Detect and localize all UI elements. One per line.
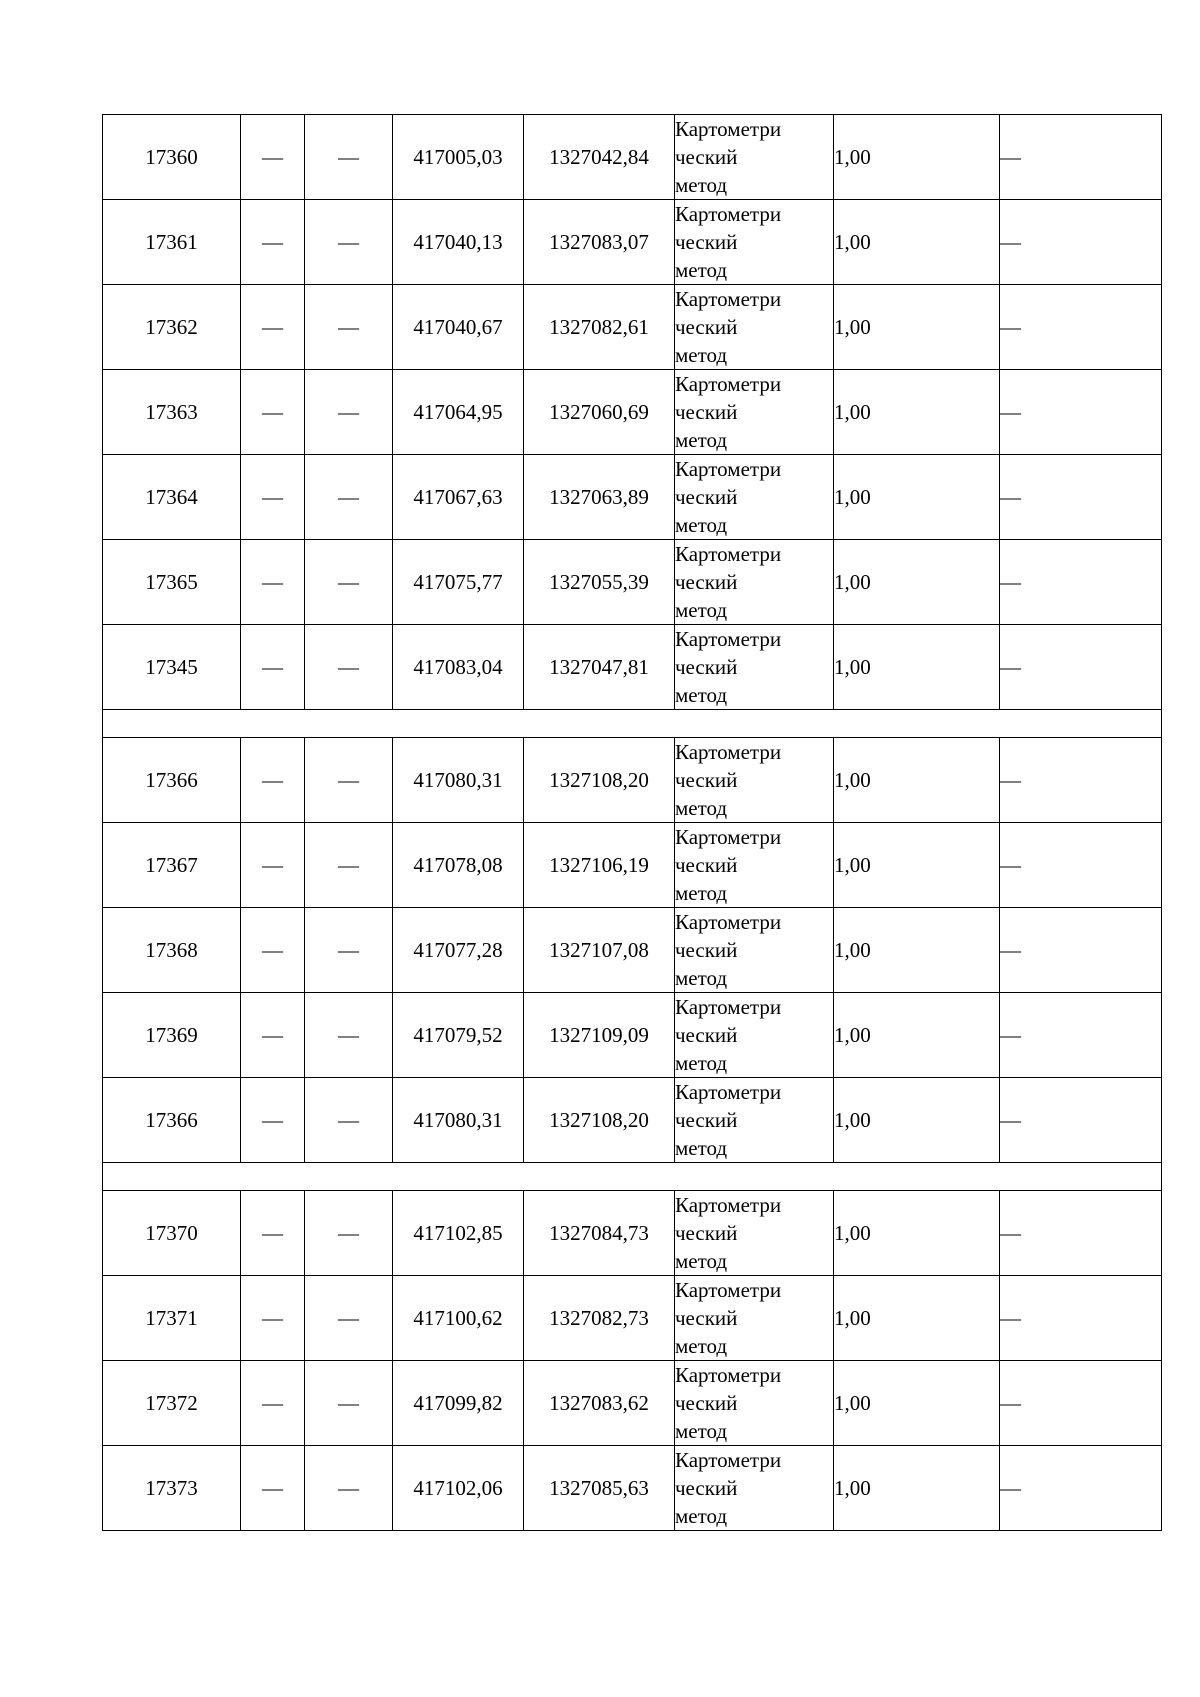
dash-cell: —: [305, 823, 393, 908]
dash-cell: —: [1000, 625, 1162, 710]
table-row: [103, 1078, 1162, 1163]
dash-cell: —: [241, 115, 305, 200]
y-coordinate-cell: 1327082,73: [524, 1276, 675, 1361]
point-number-cell: 17364: [103, 455, 241, 540]
dash-cell: —: [305, 1078, 393, 1163]
x-coordinate-cell: 417075,77: [393, 540, 524, 625]
dash-cell: —: [305, 993, 393, 1078]
dash-cell: —: [1000, 285, 1162, 370]
table-row: [103, 370, 1162, 455]
method-cell: [675, 370, 834, 455]
method-text-line: метод: [675, 1334, 728, 1358]
dash-cell: —: [305, 1361, 393, 1446]
coordinates-table-body: [103, 115, 1162, 1531]
table-row: [103, 738, 1162, 823]
dash-cell: —: [305, 370, 393, 455]
dash-cell: —: [1000, 1078, 1162, 1163]
y-coordinate-cell: 1327047,81: [524, 625, 675, 710]
dash-cell: —: [305, 115, 393, 200]
accuracy-cell: 1,00: [834, 823, 1000, 908]
x-coordinate-cell: 417080,31: [393, 1078, 524, 1163]
accuracy-cell: 1,00: [834, 200, 1000, 285]
method-text-line: Картометри: [675, 287, 782, 311]
method-text-line: ческий: [675, 655, 738, 679]
accuracy-cell: 1,00: [834, 908, 1000, 993]
dash-cell: —: [1000, 1191, 1162, 1276]
y-coordinate-cell: 1327055,39: [524, 540, 675, 625]
method-cell: [675, 738, 834, 823]
method-text-line: ческий: [675, 853, 738, 877]
method-text-line: ческий: [675, 485, 738, 509]
x-coordinate-cell: 417005,03: [393, 115, 524, 200]
accuracy-cell: 1,00: [834, 1361, 1000, 1446]
y-coordinate-cell: 1327063,89: [524, 455, 675, 540]
method-text-line: метод: [675, 881, 728, 905]
dash-cell: —: [241, 200, 305, 285]
method-text-line: ческий: [675, 1023, 738, 1047]
method-text-line: ческий: [675, 1391, 738, 1415]
dash-cell: —: [1000, 993, 1162, 1078]
method-cell: [675, 540, 834, 625]
method-text-line: Картометри: [675, 372, 782, 396]
dash-cell: —: [1000, 200, 1162, 285]
method-text-line: Картометри: [675, 740, 782, 764]
accuracy-cell: 1,00: [834, 738, 1000, 823]
point-number-cell: 17366: [103, 738, 241, 823]
table-row: [103, 993, 1162, 1078]
method-cell: [675, 200, 834, 285]
y-coordinate-cell: 1327083,07: [524, 200, 675, 285]
accuracy-cell: 1,00: [834, 455, 1000, 540]
dash-cell: —: [305, 738, 393, 823]
y-coordinate-cell: 1327106,19: [524, 823, 675, 908]
dash-cell: —: [241, 1078, 305, 1163]
dash-cell: —: [305, 1446, 393, 1531]
dash-cell: —: [1000, 1361, 1162, 1446]
method-text-line: метод: [675, 173, 728, 197]
x-coordinate-cell: 417102,85: [393, 1191, 524, 1276]
method-text-line: Картометри: [675, 542, 782, 566]
method-text-line: метод: [675, 966, 728, 990]
coordinates-table: [102, 114, 1162, 1531]
y-coordinate-cell: 1327060,69: [524, 370, 675, 455]
method-text-line: ческий: [675, 145, 738, 169]
table-row: [103, 1191, 1162, 1276]
y-coordinate-cell: 1327085,63: [524, 1446, 675, 1531]
x-coordinate-cell: 417078,08: [393, 823, 524, 908]
method-text-line: метод: [675, 683, 728, 707]
point-number-cell: 17345: [103, 625, 241, 710]
point-number-cell: 17369: [103, 993, 241, 1078]
method-text-line: метод: [675, 343, 728, 367]
dash-cell: —: [241, 738, 305, 823]
dash-cell: —: [305, 1276, 393, 1361]
table-row: [103, 1276, 1162, 1361]
dash-cell: —: [241, 1446, 305, 1531]
x-coordinate-cell: 417099,82: [393, 1361, 524, 1446]
point-number-cell: 17372: [103, 1361, 241, 1446]
dash-cell: —: [241, 455, 305, 540]
point-number-cell: 17366: [103, 1078, 241, 1163]
dash-cell: —: [1000, 115, 1162, 200]
x-coordinate-cell: 417083,04: [393, 625, 524, 710]
dash-cell: —: [241, 993, 305, 1078]
dash-cell: —: [241, 1361, 305, 1446]
method-cell: [675, 1446, 834, 1531]
dash-cell: —: [241, 370, 305, 455]
dash-cell: —: [1000, 1276, 1162, 1361]
dash-cell: —: [1000, 370, 1162, 455]
separator-cell: [103, 1163, 1162, 1191]
table-row: [103, 540, 1162, 625]
x-coordinate-cell: 417100,62: [393, 1276, 524, 1361]
x-coordinate-cell: 417077,28: [393, 908, 524, 993]
contour-separator-row: [103, 1163, 1162, 1191]
dash-cell: —: [1000, 1446, 1162, 1531]
method-text-line: Картометри: [675, 117, 782, 141]
x-coordinate-cell: 417080,31: [393, 738, 524, 823]
x-coordinate-cell: 417064,95: [393, 370, 524, 455]
method-text-line: Картометри: [675, 457, 782, 481]
separator-cell: [103, 710, 1162, 738]
y-coordinate-cell: 1327042,84: [524, 115, 675, 200]
accuracy-cell: 1,00: [834, 1191, 1000, 1276]
accuracy-cell: 1,00: [834, 993, 1000, 1078]
method-text-line: ческий: [675, 938, 738, 962]
method-cell: [675, 823, 834, 908]
point-number-cell: 17361: [103, 200, 241, 285]
method-text-line: Картометри: [675, 1193, 782, 1217]
method-cell: [675, 908, 834, 993]
point-number-cell: 17373: [103, 1446, 241, 1531]
table-row: [103, 115, 1162, 200]
x-coordinate-cell: 417079,52: [393, 993, 524, 1078]
dash-cell: —: [1000, 455, 1162, 540]
method-cell: [675, 455, 834, 540]
method-text-line: ческий: [675, 1108, 738, 1132]
method-text-line: ческий: [675, 400, 738, 424]
method-cell: [675, 1078, 834, 1163]
point-number-cell: 17368: [103, 908, 241, 993]
dash-cell: —: [241, 1276, 305, 1361]
method-text-line: метод: [675, 258, 728, 282]
method-cell: [675, 1361, 834, 1446]
method-text-line: Картометри: [675, 910, 782, 934]
dash-cell: —: [305, 285, 393, 370]
dash-cell: —: [305, 625, 393, 710]
point-number-cell: 17371: [103, 1276, 241, 1361]
accuracy-cell: 1,00: [834, 285, 1000, 370]
accuracy-cell: 1,00: [834, 1446, 1000, 1531]
y-coordinate-cell: 1327109,09: [524, 993, 675, 1078]
x-coordinate-cell: 417067,63: [393, 455, 524, 540]
dash-cell: —: [1000, 738, 1162, 823]
y-coordinate-cell: 1327084,73: [524, 1191, 675, 1276]
dash-cell: —: [305, 908, 393, 993]
method-text-line: метод: [675, 796, 728, 820]
dash-cell: —: [1000, 823, 1162, 908]
method-text-line: метод: [675, 1504, 728, 1528]
method-text-line: Картометри: [675, 202, 782, 226]
table-row: [103, 823, 1162, 908]
method-text-line: ческий: [675, 315, 738, 339]
accuracy-cell: 1,00: [834, 625, 1000, 710]
method-text-line: метод: [675, 1136, 728, 1160]
accuracy-cell: 1,00: [834, 1078, 1000, 1163]
dash-cell: —: [305, 455, 393, 540]
method-text-line: Картометри: [675, 1278, 782, 1302]
method-text-line: Картометри: [675, 627, 782, 651]
x-coordinate-cell: 417040,13: [393, 200, 524, 285]
table-row: [103, 455, 1162, 540]
dash-cell: —: [305, 540, 393, 625]
dash-cell: —: [241, 823, 305, 908]
method-text-line: Картометри: [675, 1363, 782, 1387]
method-text-line: Картометри: [675, 1080, 782, 1104]
y-coordinate-cell: 1327108,20: [524, 738, 675, 823]
method-text-line: Картометри: [675, 825, 782, 849]
y-coordinate-cell: 1327083,62: [524, 1361, 675, 1446]
accuracy-cell: 1,00: [834, 115, 1000, 200]
accuracy-cell: 1,00: [834, 540, 1000, 625]
dash-cell: —: [305, 200, 393, 285]
method-text-line: ческий: [675, 570, 738, 594]
table-row: [103, 908, 1162, 993]
method-text-line: Картометри: [675, 1448, 782, 1472]
method-cell: [675, 1276, 834, 1361]
table-row: [103, 285, 1162, 370]
dash-cell: —: [305, 1191, 393, 1276]
x-coordinate-cell: 417040,67: [393, 285, 524, 370]
method-cell: [675, 993, 834, 1078]
point-number-cell: 17363: [103, 370, 241, 455]
method-cell: [675, 115, 834, 200]
table-row: [103, 200, 1162, 285]
y-coordinate-cell: 1327107,08: [524, 908, 675, 993]
dash-cell: —: [241, 285, 305, 370]
y-coordinate-cell: 1327108,20: [524, 1078, 675, 1163]
method-text-line: Картометри: [675, 995, 782, 1019]
dash-cell: —: [241, 1191, 305, 1276]
point-number-cell: 17370: [103, 1191, 241, 1276]
y-coordinate-cell: 1327082,61: [524, 285, 675, 370]
method-text-line: ческий: [675, 230, 738, 254]
method-text-line: метод: [675, 1249, 728, 1273]
method-cell: [675, 1191, 834, 1276]
table-row: [103, 1361, 1162, 1446]
method-cell: [675, 285, 834, 370]
x-coordinate-cell: 417102,06: [393, 1446, 524, 1531]
point-number-cell: 17365: [103, 540, 241, 625]
point-number-cell: 17367: [103, 823, 241, 908]
method-text-line: ческий: [675, 1221, 738, 1245]
dash-cell: —: [241, 540, 305, 625]
accuracy-cell: 1,00: [834, 1276, 1000, 1361]
method-text-line: метод: [675, 513, 728, 537]
dash-cell: —: [1000, 908, 1162, 993]
dash-cell: —: [241, 908, 305, 993]
point-number-cell: 17362: [103, 285, 241, 370]
dash-cell: —: [1000, 540, 1162, 625]
method-text-line: ческий: [675, 1306, 738, 1330]
table-row: [103, 1446, 1162, 1531]
accuracy-cell: 1,00: [834, 370, 1000, 455]
method-text-line: метод: [675, 428, 728, 452]
dash-cell: —: [241, 625, 305, 710]
method-text-line: метод: [675, 1419, 728, 1443]
method-text-line: ческий: [675, 1476, 738, 1500]
method-text-line: ческий: [675, 768, 738, 792]
table-row: [103, 625, 1162, 710]
contour-separator-row: [103, 710, 1162, 738]
method-cell: [675, 625, 834, 710]
method-text-line: метод: [675, 598, 728, 622]
method-text-line: метод: [675, 1051, 728, 1075]
point-number-cell: 17360: [103, 115, 241, 200]
